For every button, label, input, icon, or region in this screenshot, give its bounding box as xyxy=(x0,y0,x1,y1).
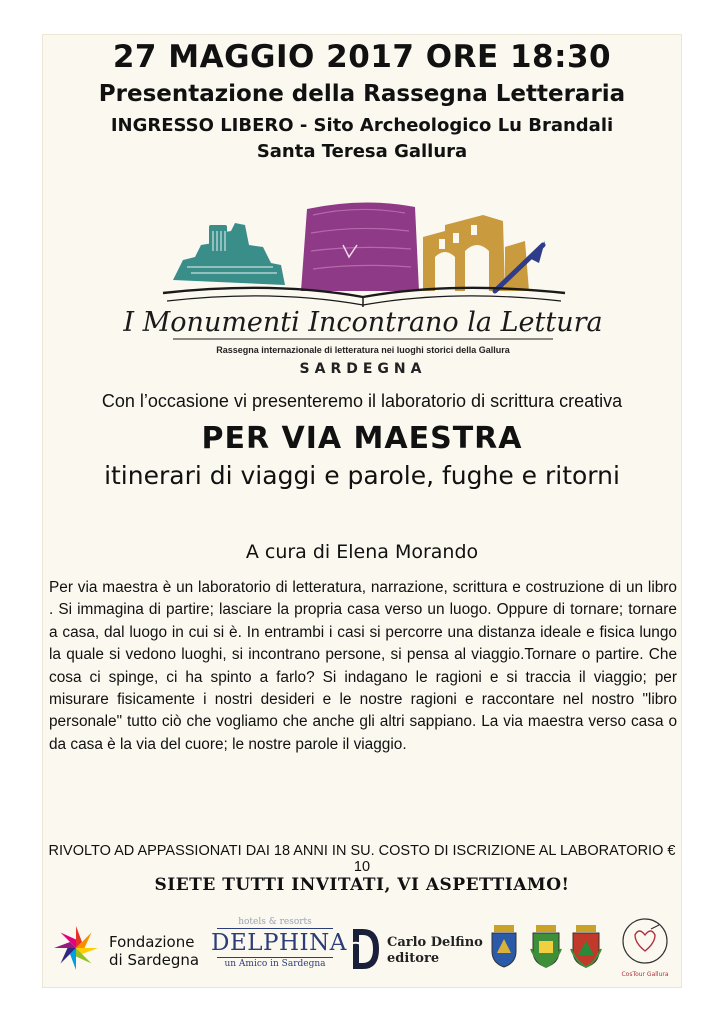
logo-tagline: Rassegna internazionale di letteratura nei luoghi storici della Gallura xyxy=(216,345,510,355)
fondazione-logo xyxy=(51,923,101,977)
event-date: 27 MAGGIO 2017 ORE 18:30 xyxy=(112,39,612,75)
costour-logo: CosTour Gallura xyxy=(617,917,673,978)
d-monogram-icon xyxy=(347,925,381,973)
carlo-delfino-name: Carlo Delfino editore xyxy=(387,935,483,966)
fondazione-name: Fondazione di Sardegna xyxy=(109,933,200,969)
curator-line: A cura di Elena Morando xyxy=(245,541,479,563)
heart-sketch-icon xyxy=(617,917,673,967)
description-paragraph: Per via maestra è un laboratorio di letteratura, narrazione, scrittura e costruzione di un libro . Si immagina di partire; lasciare la propria casa verso un luogo. Oppure di tornare; tornare a casa, dal luogo in cui si è. In entrambi i casi si percorre una distanza ideale e fisica lungo la quale si vedono luoghi, si incontrano persone, si pensa al viaggio.Tornare o partire. Che cosa ci spinge, ci ha spinto a farlo? Si indagano le ragioni e si traccia il viaggio; per misurare fisicamente i nostri desideri e le nostre ragioni e raccontare nel nostro "libro personale" tutto ciò che vogliamo che anche gli altri sappiano. La via maestra verso casa o da casa è la via del cuore; le nostre parole il viaggio. xyxy=(49,579,677,753)
municipal-crest-icon xyxy=(569,923,603,969)
municipal-crest-icon xyxy=(489,923,519,969)
rassegna-logo xyxy=(123,185,603,383)
sponsor-bar xyxy=(43,915,683,981)
workshop-subtitle: itinerari di viaggi e parole, fughe e ritorni xyxy=(104,461,620,490)
delphina-logo: hotels & resorts DELPHINA un Amico in Sardegna xyxy=(211,917,347,969)
event-town: Santa Teresa Gallura xyxy=(256,141,468,162)
logo-region: SARDEGNA xyxy=(299,361,427,377)
event-location: INGRESSO LIBERO - Sito Archeologico Lu Brandali xyxy=(110,115,614,136)
crest-santa-teresa xyxy=(489,923,519,973)
intro-text: Con l’occasione vi presenteremo il laboratorio di scrittura creativa xyxy=(101,391,623,411)
crest-second xyxy=(529,923,563,973)
invitation-line: SIETE TUTTI INVITATI, VI ASPETTIAMO! xyxy=(154,875,570,895)
registration-note: RIVOLTO AD APPASSIONATI DAI 18 ANNI IN SU. COSTO DI ISCRIZIONE AL LABORATORIO € 10 xyxy=(48,843,676,875)
municipal-crest-icon xyxy=(529,923,563,969)
star-rainbow-icon xyxy=(51,923,101,973)
carlo-delfino-mark xyxy=(347,925,381,977)
crest-third xyxy=(569,923,603,973)
poster xyxy=(42,34,682,988)
workshop-title: PER VIA MAESTRA xyxy=(201,421,523,456)
event-subtitle: Presentazione della Rassegna Letteraria xyxy=(98,81,626,107)
logo-title: I Monumenti Incontrano la Lettura xyxy=(123,307,603,338)
monuments-illustration-icon xyxy=(123,185,603,383)
